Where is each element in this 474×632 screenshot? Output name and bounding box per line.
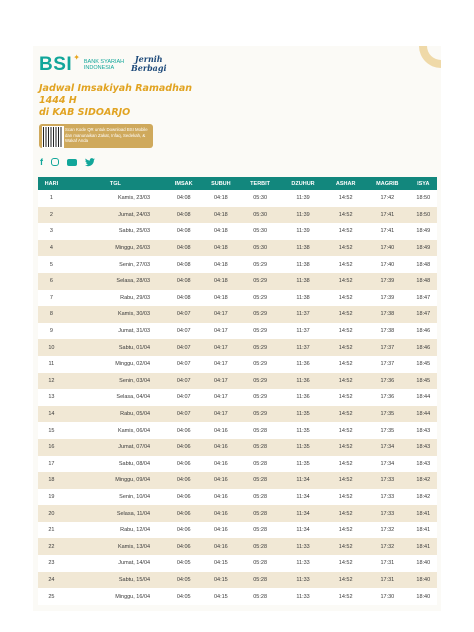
table-row (38, 290, 437, 307)
table-cell: 05:29 (240, 406, 280, 423)
table-cell: 17:36 (365, 389, 409, 406)
table-cell: 05:29 (240, 389, 280, 406)
table-cell: 17:32 (365, 522, 409, 539)
table-cell: 17:33 (365, 505, 409, 522)
table-cell: 04:18 (201, 240, 240, 257)
table-cell: 04:07 (166, 323, 201, 340)
table-cell: 17:38 (365, 306, 409, 323)
table-cell: Senin, 10/04 (65, 489, 166, 506)
table-cell: 11:39 (280, 223, 326, 240)
page-title (39, 83, 192, 119)
table-cell: 05:29 (240, 306, 280, 323)
table-row (38, 456, 437, 473)
table-cell: 18:43 (410, 439, 437, 456)
table-row (38, 406, 437, 423)
table-cell: 04:17 (201, 323, 240, 340)
table-cell: 05:30 (240, 223, 280, 240)
table-cell: 14:52 (326, 439, 365, 456)
table-cell: 2 (38, 207, 65, 224)
table-cell: Selasa, 04/04 (65, 389, 166, 406)
table-cell: Kamis, 13/04 (65, 538, 166, 555)
table-cell: 04:18 (201, 256, 240, 273)
table-cell: 11:39 (280, 207, 326, 224)
column-header: DZUHUR (280, 177, 326, 190)
table-cell: Rabu, 05/04 (65, 406, 166, 423)
table-cell: 18:40 (410, 555, 437, 572)
table-cell: 04:16 (201, 456, 240, 473)
bsi-logo-text: BSI (39, 54, 73, 75)
table-cell: 17:40 (365, 240, 409, 257)
table-cell: 14:52 (326, 240, 365, 257)
table-cell: 20 (38, 505, 65, 522)
table-cell: 05:28 (240, 456, 280, 473)
table-cell: 04:07 (166, 389, 201, 406)
table-cell: Minggu, 09/04 (65, 472, 166, 489)
table-cell: 17:35 (365, 422, 409, 439)
table-row (38, 472, 437, 489)
table-cell: 05:28 (240, 555, 280, 572)
qr-code-icon[interactable] (42, 126, 64, 148)
table-cell: Selasa, 11/04 (65, 505, 166, 522)
table-cell: 18:49 (410, 223, 437, 240)
table-cell: Rabu, 29/03 (65, 290, 166, 307)
table-cell: 11:37 (280, 323, 326, 340)
table-cell: 17 (38, 456, 65, 473)
table-cell: 18:49 (410, 240, 437, 257)
table-row (38, 207, 437, 224)
table-cell: 04:07 (166, 306, 201, 323)
table-cell: 5 (38, 256, 65, 273)
twitter-icon[interactable] (85, 158, 95, 167)
table-cell: 04:16 (201, 422, 240, 439)
table-cell: 05:29 (240, 290, 280, 307)
table-cell: 18:44 (410, 406, 437, 423)
table-cell: 04:17 (201, 339, 240, 356)
table-cell: 11:34 (280, 522, 326, 539)
table-cell: 18:40 (410, 588, 437, 605)
column-header: IMSAK (166, 177, 201, 190)
table-cell: 04:08 (166, 223, 201, 240)
table-cell: 17:31 (365, 572, 409, 589)
table-cell: 17:41 (365, 223, 409, 240)
table-cell: 05:28 (240, 588, 280, 605)
column-header: TGL (65, 177, 166, 190)
table-cell: 11 (38, 356, 65, 373)
table-cell: 17:35 (365, 406, 409, 423)
table-cell: 05:28 (240, 505, 280, 522)
table-cell: 1 (38, 190, 65, 207)
table-cell: 04:15 (201, 555, 240, 572)
title-line-1: Jadwal Imsakiyah Ramadhan (39, 83, 193, 94)
table-cell: 04:16 (201, 439, 240, 456)
table-cell: 04:06 (166, 439, 201, 456)
table-cell: 14:52 (326, 422, 365, 439)
table-cell: Jumat, 24/03 (65, 207, 166, 224)
table-cell: 11:38 (280, 273, 326, 290)
table-cell: 11:37 (280, 306, 326, 323)
table-cell: 05:28 (240, 489, 280, 506)
bsi-logo (39, 54, 128, 76)
table-cell: 15 (38, 422, 65, 439)
table-cell: 04:06 (166, 505, 201, 522)
table-cell: 14:52 (326, 572, 365, 589)
table-cell: 19 (38, 489, 65, 506)
table-cell: 04:08 (166, 256, 201, 273)
table-cell: 04:06 (166, 522, 201, 539)
table-cell: 17:41 (365, 207, 409, 224)
table-cell: 04:08 (166, 207, 201, 224)
table-cell: 04:17 (201, 356, 240, 373)
table-cell: Minggu, 16/04 (65, 588, 166, 605)
table-cell: Jumat, 14/04 (65, 555, 166, 572)
column-header: ASHAR (326, 177, 365, 190)
table-cell: 04:17 (201, 306, 240, 323)
table-cell: Selasa, 28/03 (65, 273, 166, 290)
table-cell: 11:35 (280, 439, 326, 456)
table-cell: 18:47 (410, 290, 437, 307)
table-cell: 05:28 (240, 572, 280, 589)
table-cell: 14:52 (326, 339, 365, 356)
table-row (38, 389, 437, 406)
table-cell: 25 (38, 588, 65, 605)
table-cell: 11:35 (280, 406, 326, 423)
table-cell: 22 (38, 538, 65, 555)
table-cell: 04:05 (166, 555, 201, 572)
table-cell: Kamis, 06/04 (65, 422, 166, 439)
qr-banner[interactable] (39, 124, 153, 148)
table-header-row (38, 177, 437, 190)
table-row (38, 439, 437, 456)
table-cell: 4 (38, 240, 65, 257)
table-cell: 8 (38, 306, 65, 323)
table-cell: 04:18 (201, 207, 240, 224)
table-cell: Minggu, 02/04 (65, 356, 166, 373)
table-cell: 14:52 (326, 505, 365, 522)
table-cell: Senin, 03/04 (65, 373, 166, 390)
table-cell: Jumat, 07/04 (65, 439, 166, 456)
table-cell: 17:33 (365, 489, 409, 506)
table-cell: 04:08 (166, 190, 201, 207)
table-cell: 04:06 (166, 456, 201, 473)
table-cell: 11:38 (280, 240, 326, 257)
table-row (38, 273, 437, 290)
table-cell: 05:29 (240, 256, 280, 273)
table-cell: 14:52 (326, 456, 365, 473)
table-cell: 14:52 (326, 538, 365, 555)
table-cell: 16 (38, 439, 65, 456)
table-cell: 04:05 (166, 572, 201, 589)
table-cell: 04:18 (201, 273, 240, 290)
table-cell: 18:42 (410, 472, 437, 489)
table-cell: 04:16 (201, 489, 240, 506)
table-cell: 04:17 (201, 389, 240, 406)
table-cell: 17:37 (365, 356, 409, 373)
table-cell: 6 (38, 273, 65, 290)
table-cell: 18:47 (410, 306, 437, 323)
table-cell: 11:33 (280, 538, 326, 555)
table-cell: 04:18 (201, 190, 240, 207)
table-cell: 17:32 (365, 538, 409, 555)
table-cell: 17:33 (365, 472, 409, 489)
table-cell: 04:16 (201, 505, 240, 522)
table-cell: 14:52 (326, 190, 365, 207)
column-header: MAGRIB (365, 177, 409, 190)
table-row (38, 522, 437, 539)
table-cell: 11:35 (280, 456, 326, 473)
table-cell: 13 (38, 389, 65, 406)
table-cell: Rabu, 12/04 (65, 522, 166, 539)
table-row (38, 422, 437, 439)
table-cell: 04:07 (166, 373, 201, 390)
table-cell: 11:34 (280, 505, 326, 522)
table-cell: 14:52 (326, 323, 365, 340)
table-cell: 11:34 (280, 472, 326, 489)
column-header: TERBIT (240, 177, 280, 190)
table-row (38, 223, 437, 240)
table-cell: 7 (38, 290, 65, 307)
table-cell: 05:29 (240, 356, 280, 373)
table-cell: 04:16 (201, 522, 240, 539)
star-icon: ✦ (73, 52, 80, 62)
column-header: ISYA (410, 177, 437, 190)
table-cell: 14:52 (326, 273, 365, 290)
table-row (38, 240, 437, 257)
table-cell: 04:16 (201, 472, 240, 489)
imsakiyah-table (38, 177, 437, 605)
table-cell: 04:18 (201, 290, 240, 307)
table-cell: 14:52 (326, 489, 365, 506)
table-cell: 04:06 (166, 538, 201, 555)
table-cell: 14:52 (326, 223, 365, 240)
table-cell: 17:34 (365, 439, 409, 456)
table-cell: 18:41 (410, 522, 437, 539)
table-cell: 04:18 (201, 223, 240, 240)
table-cell: 17:38 (365, 323, 409, 340)
table-row (38, 373, 437, 390)
table-cell: 18:43 (410, 422, 437, 439)
table-cell: 05:30 (240, 207, 280, 224)
table-cell: 14:52 (326, 207, 365, 224)
table-cell: Sabtu, 01/04 (65, 339, 166, 356)
table-cell: 18:45 (410, 356, 437, 373)
column-header: HARI (38, 177, 65, 190)
table-cell: 14:52 (326, 555, 365, 572)
table-row (38, 323, 437, 340)
table-cell: 04:07 (166, 356, 201, 373)
table-cell: 14:52 (326, 306, 365, 323)
table-cell: 05:30 (240, 240, 280, 257)
table-row (38, 339, 437, 356)
table-cell: 04:15 (201, 572, 240, 589)
table-cell: 11:37 (280, 339, 326, 356)
table-cell: Kamis, 23/03 (65, 190, 166, 207)
table-cell: 14:52 (326, 389, 365, 406)
table-cell: 14:52 (326, 588, 365, 605)
table-row (38, 555, 437, 572)
table-cell: 04:05 (166, 588, 201, 605)
table-cell: 17:37 (365, 339, 409, 356)
table-cell: 05:30 (240, 190, 280, 207)
table-cell: 18:45 (410, 373, 437, 390)
table-cell: 14:52 (326, 406, 365, 423)
table-cell: 14:52 (326, 472, 365, 489)
table-cell: 04:08 (166, 273, 201, 290)
table-cell: 17:36 (365, 373, 409, 390)
table-cell: 04:06 (166, 472, 201, 489)
table-cell: 04:16 (201, 538, 240, 555)
table-cell: 18:50 (410, 190, 437, 207)
table-cell: 04:06 (166, 422, 201, 439)
table-cell: 04:15 (201, 588, 240, 605)
table-row (38, 190, 437, 207)
table-cell: 17:39 (365, 290, 409, 307)
table-cell: 04:07 (166, 339, 201, 356)
table-cell: 05:28 (240, 472, 280, 489)
table-cell: 04:07 (166, 406, 201, 423)
table-row (38, 538, 437, 555)
facebook-icon[interactable]: f (40, 157, 43, 167)
table-cell: 23 (38, 555, 65, 572)
table-cell: 17:42 (365, 190, 409, 207)
table-row (38, 572, 437, 589)
table-cell: 18:48 (410, 256, 437, 273)
qr-note: Scan Kode QR untuk Download BSI Mobile dan manunaikan Zakat, Infaq, Sedekah, & Wakaf Anda (65, 127, 148, 143)
table-cell: Sabtu, 08/04 (65, 456, 166, 473)
table-cell: 3 (38, 223, 65, 240)
table-row (38, 588, 437, 605)
instagram-icon[interactable] (51, 158, 59, 166)
table-cell: 11:33 (280, 555, 326, 572)
table-cell: 18:43 (410, 456, 437, 473)
table-cell: 14 (38, 406, 65, 423)
table-cell: 11:35 (280, 422, 326, 439)
table-cell: 14:52 (326, 256, 365, 273)
table-cell: 05:29 (240, 273, 280, 290)
table-cell: 12 (38, 373, 65, 390)
schedule-page (33, 46, 441, 611)
table-cell: 10 (38, 339, 65, 356)
table-cell: 05:28 (240, 538, 280, 555)
table-cell: 18:40 (410, 572, 437, 589)
table-cell: 05:29 (240, 339, 280, 356)
table-cell: 18:50 (410, 207, 437, 224)
table-cell: Sabtu, 25/03 (65, 223, 166, 240)
title-line-2: 1444 H (39, 95, 77, 106)
table-cell: 17:39 (365, 273, 409, 290)
table-cell: 18:44 (410, 389, 437, 406)
table-cell: 14:52 (326, 290, 365, 307)
table-cell: 04:17 (201, 406, 240, 423)
table-cell: 11:33 (280, 588, 326, 605)
table-cell: 11:36 (280, 373, 326, 390)
table-cell: 11:38 (280, 256, 326, 273)
bsi-logo-subtitle: BANK SYARIAH INDONESIA (83, 59, 125, 71)
column-header: SUBUH (201, 177, 240, 190)
table-cell: 14:52 (326, 522, 365, 539)
table-row (38, 306, 437, 323)
table-cell: 11:38 (280, 290, 326, 307)
table-cell: 05:28 (240, 422, 280, 439)
table-cell: 24 (38, 572, 65, 589)
table-cell: 05:29 (240, 323, 280, 340)
table-cell: 05:29 (240, 373, 280, 390)
table-row (38, 489, 437, 506)
table-cell: 11:34 (280, 489, 326, 506)
table-cell: 04:08 (166, 240, 201, 257)
youtube-icon[interactable] (67, 159, 77, 166)
table-cell: 18:41 (410, 538, 437, 555)
table-cell: 14:52 (326, 373, 365, 390)
table-cell: Senin, 27/03 (65, 256, 166, 273)
table-row (38, 356, 437, 373)
table-body (38, 190, 437, 605)
table-cell: Jumat, 31/03 (65, 323, 166, 340)
table-cell: 17:31 (365, 555, 409, 572)
table-cell: 17:30 (365, 588, 409, 605)
table-cell: 05:28 (240, 522, 280, 539)
table-cell: 18:48 (410, 273, 437, 290)
table-row (38, 505, 437, 522)
title-line-3: di KAB SIDOARJO (39, 107, 131, 118)
social-links (40, 157, 95, 167)
table-cell: 04:06 (166, 489, 201, 506)
table-cell: 11:33 (280, 572, 326, 589)
table-cell: Sabtu, 15/04 (65, 572, 166, 589)
table-cell: 21 (38, 522, 65, 539)
table-cell: 04:08 (166, 290, 201, 307)
jernih-berbagi-logo: Jernih Berbagi (131, 54, 167, 73)
table-cell: 18:46 (410, 339, 437, 356)
table-cell: 9 (38, 323, 65, 340)
table-cell: Minggu, 26/03 (65, 240, 166, 257)
table-cell: 18:42 (410, 489, 437, 506)
table-cell: 18 (38, 472, 65, 489)
table-cell: 14:52 (326, 356, 365, 373)
table-cell: 18:41 (410, 505, 437, 522)
table-cell: Kamis, 30/03 (65, 306, 166, 323)
table-cell: 11:36 (280, 389, 326, 406)
table-cell: 17:40 (365, 256, 409, 273)
table-row (38, 256, 437, 273)
table-cell: 17:34 (365, 456, 409, 473)
table-cell: 11:36 (280, 356, 326, 373)
table-cell: 18:46 (410, 323, 437, 340)
table-cell: 05:28 (240, 439, 280, 456)
table-cell: 11:39 (280, 190, 326, 207)
table-cell: 04:17 (201, 373, 240, 390)
